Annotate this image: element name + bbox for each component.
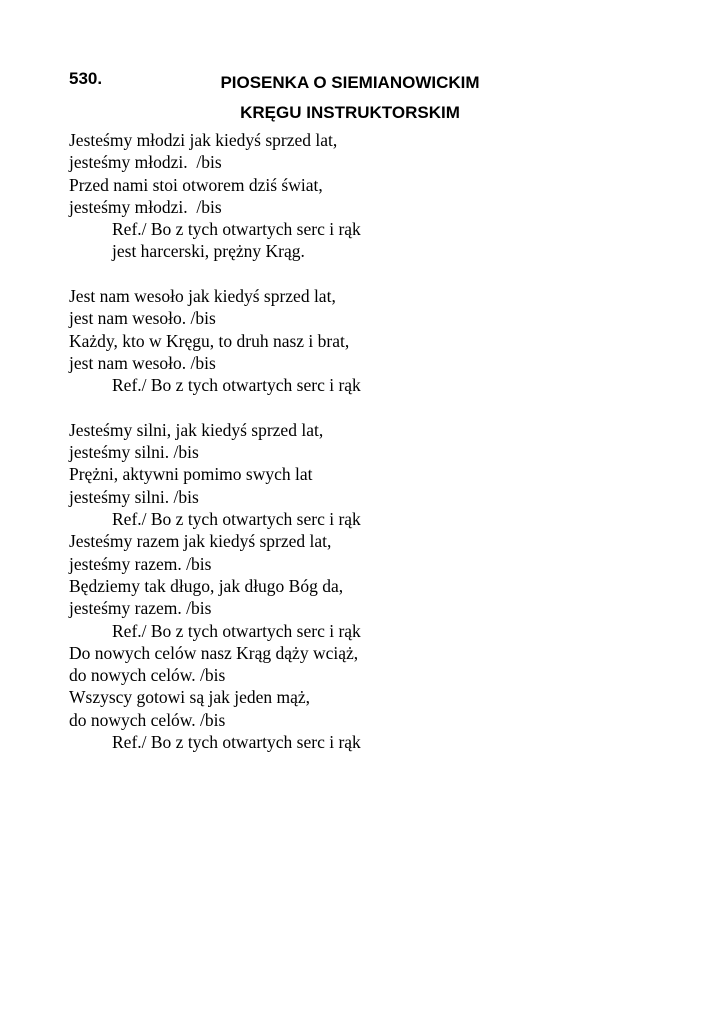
verse-line: jesteśmy młodzi. /bis [69, 152, 222, 173]
verse-line: Będziemy tak długo, jak długo Bóg da, [69, 575, 344, 596]
verse-line: do nowych celów. /bis [69, 709, 226, 730]
verse-line: Jesteśmy silni, jak kiedyś sprzed lat, [69, 419, 324, 440]
stanza-break [69, 397, 669, 419]
verse-line: Jest nam wesoło jak kiedyś sprzed lat, [69, 286, 336, 307]
verse-line: jesteśmy silni. /bis [69, 486, 199, 507]
verse-line: jesteśmy młodzi. /bis [69, 196, 222, 217]
stanza-break [69, 263, 669, 285]
verse-line: jesteśmy razem. /bis [69, 598, 212, 619]
verse-line: Do nowych celów nasz Krąg dąży wciąż, [69, 642, 359, 663]
verse-line: Prężni, aktywni pomimo swych lat [69, 464, 313, 485]
refrain-line: jest harcerski, prężny Krąg. [112, 241, 305, 262]
verse-line: jest nam wesoło. /bis [69, 308, 216, 329]
lyrics-body [69, 129, 669, 753]
song-title-line-1: PIOSENKA O SIEMIANOWICKIM [220, 73, 480, 92]
verse-line: Jesteśmy razem jak kiedyś sprzed lat, [69, 531, 332, 552]
verse-line: Przed nami stoi otworem dziś świat, [69, 174, 323, 195]
refrain-line: Ref./ Bo z tych otwartych serc i rąk [112, 620, 361, 641]
verse-line: do nowych celów. /bis [69, 665, 226, 686]
refrain-line: Ref./ Bo z tych otwartych serc i rąk [112, 509, 361, 530]
song-title-line-2: KRĘGU INSTRUKTORSKIM [240, 103, 460, 122]
verse-line: Jesteśmy młodzi jak kiedyś sprzed lat, [69, 130, 338, 150]
verse-line: jest nam wesoło. /bis [69, 352, 216, 373]
refrain-line: Ref./ Bo z tych otwartych serc i rąk [112, 219, 361, 240]
verse-line: Wszyscy gotowi są jak jeden mąż, [69, 687, 311, 708]
refrain-line: Ref./ Bo z tych otwartych serc i rąk [112, 732, 361, 753]
song-title [190, 68, 510, 128]
verse-line: jesteśmy razem. /bis [69, 553, 212, 574]
refrain-line: Ref./ Bo z tych otwartych serc i rąk [112, 375, 361, 396]
song-number: 530. [69, 69, 103, 88]
verse-line: Każdy, kto w Kręgu, to druh nasz i brat, [69, 330, 350, 351]
verse-line: jesteśmy silni. /bis [69, 442, 199, 463]
